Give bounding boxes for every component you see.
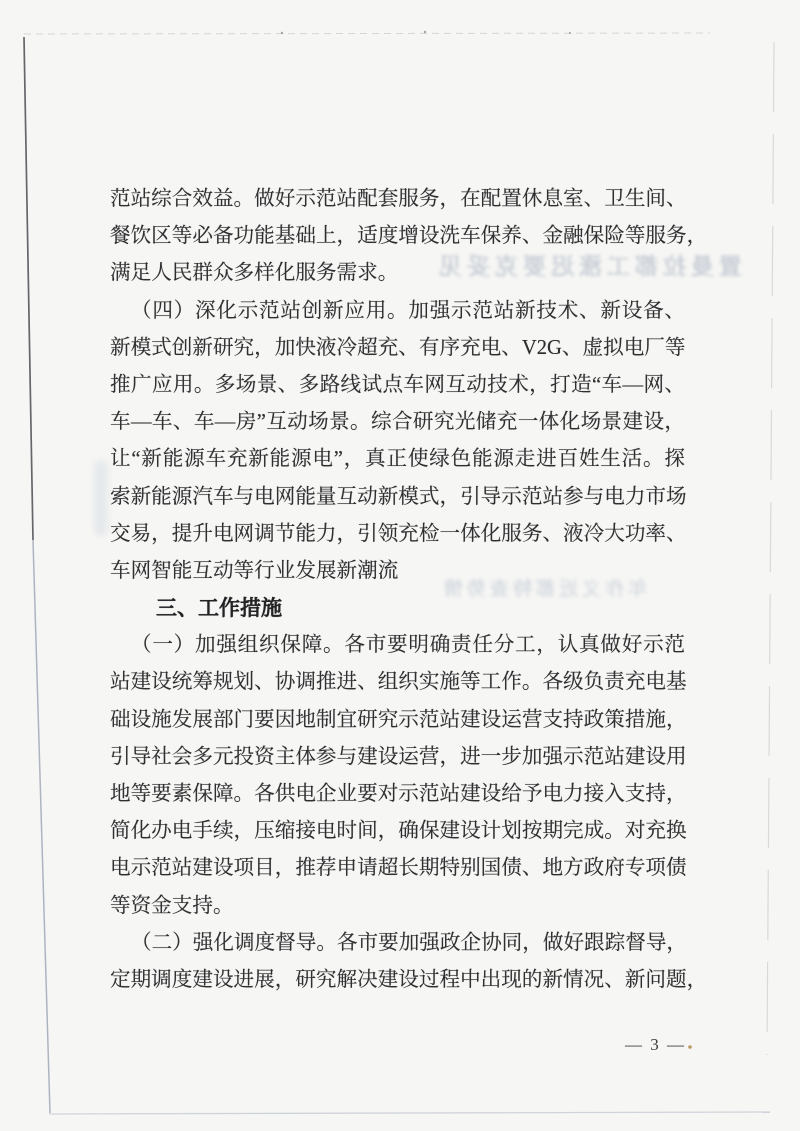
left-scan-edge [24,37,33,540]
text-line: （四）深化示范站创新应用。加强示范站新技术、新设备、 [131,299,685,322]
text-line: 础设施发展部门要因地制宜研究示范站建设运营支持政策措施， [110,708,687,731]
text-line: 范站综合效益。做好示范站配套服务，在配置休息室、卫生间、 [110,188,687,210]
text-line: 车网智能互动等行业发展新潮流 [110,559,399,582]
text-line: 满足人民群众多样化服务需求。 [110,262,399,285]
text-line: 站建设统筹规划、协调推进、组织实施等工作。各级负责充电基 [110,671,687,694]
bottom-scan-edge [49,1112,770,1114]
text-line: 让“新能源车充新能源电”，真正使绿色能源走进百姓生活。探 [110,448,685,471]
scan-dot [281,32,283,34]
ink-bleedthrough-ghost: 年作义近都特查势情 [439,579,647,600]
top-scan-edge [24,33,710,34]
text-line: 引导社会多元投资主体参与建设运营，进一步加强示范站建设用 [110,745,687,768]
left-scan-edge-lower [33,540,50,1113]
scan-smudge [94,460,108,536]
text-line: 等资金支持。 [110,894,234,917]
text-line: 餐饮区等必备功能基础上，适度增设洗车保养、金融保险等服务， [110,225,708,248]
scan-dot [424,31,426,33]
text-line: （二）强化调度督导。各市要加强政企协同，做好跟踪督导， [131,931,688,954]
text-line: 交易，提升电网调节能力，引领充检一体化服务、液冷大功率、 [110,522,687,545]
paper-speck [688,1045,692,1049]
text-line: 三、工作措施 [156,597,282,621]
text-line: 推广应用。多场景、多路线试点车网互动技术，打造“车—网、 [110,373,685,396]
text-line: 地等要素保障。各供电企业要对示范站建设给予电力接入支持， [110,783,687,805]
document-body [110,181,708,999]
text-line: 电示范站建设项目，推荐申请超长期特别国债、地方政府专项债 [110,857,687,880]
text-line: 简化办电手续，压缩接电时间，确保建设计划按期完成。对充换 [110,820,687,843]
text-line: 新模式创新研究，加快液冷超充、有序充电、V2G、虚拟电厂等 [110,336,686,359]
text-line: 定期调度建设进展，研究解决建设过程中出现的新情况、新问题， [110,968,708,991]
text-line: （一）加强组织保障。各市要明确责任分工，认真做好示范 [131,634,685,657]
page-number: — 3 — [625,1035,686,1054]
ink-bleedthrough-ghost: 置曼拉都工涨迟要克妥见 [434,253,742,279]
text-line: 车—车、车—房”互动场景。综合研究光储充一体化场景建设， [110,411,685,434]
right-scan-edge [767,42,774,1055]
scan-dot [569,32,571,34]
text-line: 索新能源汽车与电网能量互动新模式，引导示范站参与电力市场 [110,485,687,508]
